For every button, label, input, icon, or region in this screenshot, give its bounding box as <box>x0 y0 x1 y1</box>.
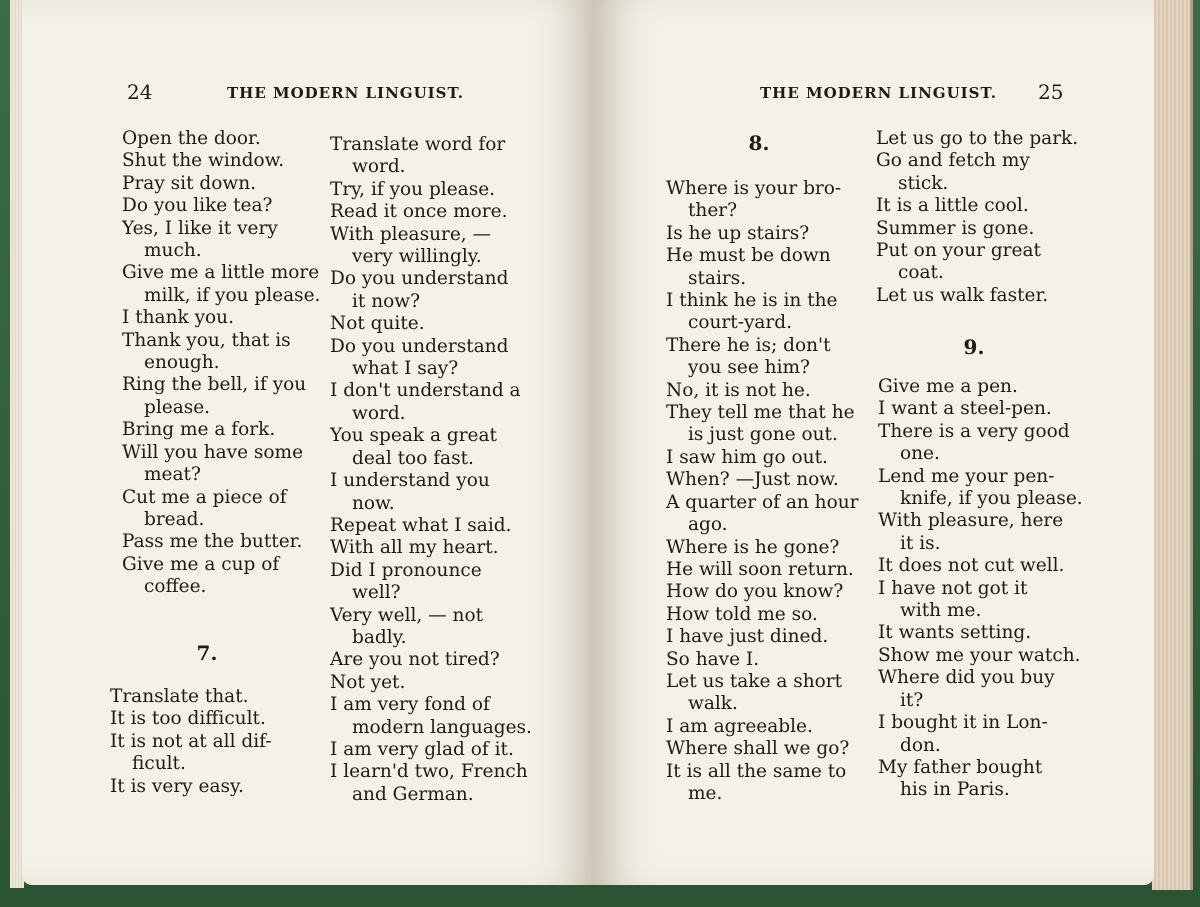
line: Where is he gone? <box>666 536 840 558</box>
line: Translate that. <box>110 686 249 707</box>
line: Thank you, that is <box>122 329 291 351</box>
line: well? <box>352 582 401 604</box>
line: Bring me a fork. <box>122 419 276 441</box>
line: walk. <box>688 693 738 715</box>
line: It does not cut well. <box>878 555 1065 577</box>
line: I thank you. <box>122 307 234 329</box>
line: meat? <box>144 464 201 486</box>
line: Lend me your pen- <box>878 465 1055 487</box>
line: it is. <box>900 532 941 554</box>
line: it now? <box>352 290 421 312</box>
line: Yes, I like it very <box>122 217 278 239</box>
line: Where did you buy <box>878 667 1055 689</box>
line: I understand you <box>330 470 490 492</box>
line: Very well, — not <box>330 604 484 626</box>
line: his in Paris. <box>900 779 1010 801</box>
line: stairs. <box>688 267 747 289</box>
line: Cut me a piece of <box>122 486 287 508</box>
line: He will soon return. <box>666 558 854 580</box>
left-running-head: THE MODERN LINGUIST. <box>227 84 464 102</box>
line: It is not at all dif- <box>110 730 272 752</box>
line: Put on your great <box>876 240 1041 262</box>
line: Not quite. <box>330 313 425 335</box>
line: I have not got it <box>878 577 1028 599</box>
right-col1 <box>666 178 866 805</box>
line: There is a very good <box>878 420 1070 442</box>
right-page-number: 25 <box>1038 80 1064 104</box>
line: with me. <box>900 600 982 622</box>
line: I think he is in the <box>666 290 838 312</box>
line: You speak a great <box>330 425 497 447</box>
line: Open the door. <box>122 128 261 149</box>
line: is just gone out. <box>688 424 838 446</box>
line: Show me your watch. <box>878 644 1081 666</box>
right-col2-bottom <box>878 376 1083 802</box>
line: Let us walk faster. <box>876 284 1049 306</box>
line: Give me a pen. <box>878 376 1018 397</box>
left-col2 <box>330 134 540 806</box>
right-page-edges <box>1152 0 1193 890</box>
line: stick. <box>898 172 949 194</box>
line: ago. <box>688 514 728 536</box>
left-col1-top <box>122 128 322 599</box>
section-9-heading: 9. <box>963 335 985 359</box>
line: coat. <box>898 262 944 284</box>
line: No, it is not he. <box>666 379 811 401</box>
line: coffee. <box>144 576 207 598</box>
line: word. <box>352 156 406 178</box>
line: word. <box>352 402 406 424</box>
line: It is too difficult. <box>110 708 266 730</box>
line: what I say? <box>352 358 459 380</box>
line: How do you know? <box>666 581 844 603</box>
line: don. <box>900 734 941 756</box>
line: They tell me that he <box>666 402 855 424</box>
line: It is all the same to <box>666 760 847 782</box>
line: Do you understand <box>330 335 509 357</box>
line: please. <box>144 396 211 418</box>
line: Is he up stairs? <box>666 222 810 244</box>
left-page-number: 24 <box>127 80 153 104</box>
line: A quarter of an hour <box>666 491 859 513</box>
line: ther? <box>688 200 738 222</box>
line: I have just dined. <box>666 626 829 648</box>
line: Go and fetch my <box>876 150 1030 172</box>
line: Give me a cup of <box>122 553 280 575</box>
line: I saw him go out. <box>666 446 828 468</box>
line: Where shall we go? <box>666 738 850 760</box>
line: me. <box>688 782 723 804</box>
line: Read it once more. <box>330 201 508 223</box>
line: and German. <box>352 783 474 805</box>
right-page <box>594 0 1154 885</box>
line: bread. <box>144 508 205 530</box>
line: Will you have some <box>122 441 304 463</box>
line: I learn'd two, French <box>330 761 528 783</box>
line: it? <box>900 689 924 711</box>
line: Let us go to the park. <box>876 128 1079 149</box>
line: With pleasure, here <box>878 510 1064 532</box>
line: He must be down <box>666 245 831 267</box>
line: With pleasure, — <box>330 223 492 245</box>
line: How told me so. <box>666 603 818 625</box>
line: milk, if you please. <box>144 284 321 306</box>
section-7-heading: 7. <box>196 641 218 665</box>
line: you see him? <box>688 357 810 379</box>
line: very willingly. <box>352 246 482 268</box>
line: Do you understand <box>330 268 509 290</box>
section-8-heading: 8. <box>748 131 770 155</box>
line: So have I. <box>666 648 760 670</box>
line: There he is; don't <box>666 334 831 356</box>
line: Ring the bell, if you <box>122 374 307 396</box>
line: With all my heart. <box>330 537 499 559</box>
line: I don't understand a <box>330 380 521 402</box>
line: Let us take a short <box>666 670 843 692</box>
line: It is a little cool. <box>876 195 1029 217</box>
line: Are you not tired? <box>330 649 500 671</box>
line: Pass me the butter. <box>122 531 303 553</box>
line: Translate word for <box>330 134 506 155</box>
line: Did I pronounce <box>330 559 482 581</box>
line: Pray sit down. <box>122 172 256 194</box>
right-col2-top <box>876 128 1079 307</box>
line: knife, if you please. <box>900 488 1083 510</box>
left-col1-bottom <box>110 686 320 798</box>
line: badly. <box>352 626 407 648</box>
line: I want a steel-pen. <box>878 398 1052 420</box>
line: I am very glad of it. <box>330 738 514 760</box>
line: Do you like tea? <box>122 195 273 217</box>
line: one. <box>900 443 940 465</box>
line: I am agreeable. <box>666 715 813 737</box>
line: Repeat what I said. <box>330 514 512 536</box>
line: I am very fond of <box>330 694 490 716</box>
line: modern languages. <box>352 716 532 738</box>
line: It is very easy. <box>110 775 244 797</box>
line: Try, if you please. <box>330 178 496 200</box>
line: Where is your bro- <box>666 178 842 199</box>
line: much. <box>144 240 202 262</box>
line: Summer is gone. <box>876 217 1035 239</box>
line: Not yet. <box>330 671 406 693</box>
line: It wants setting. <box>878 622 1032 644</box>
line: court-yard. <box>688 312 792 334</box>
line: ficult. <box>132 753 186 775</box>
line: I bought it in Lon- <box>878 712 1048 734</box>
line: My father bought <box>878 756 1043 778</box>
left-page <box>22 0 594 885</box>
line: enough. <box>144 352 220 374</box>
line: Shut the window. <box>122 150 285 172</box>
right-running-head: THE MODERN LINGUIST. <box>760 84 997 102</box>
line: deal too fast. <box>352 447 474 469</box>
line: When? —Just now. <box>666 469 839 491</box>
line: now. <box>352 492 395 514</box>
line: Give me a little more <box>122 262 320 284</box>
